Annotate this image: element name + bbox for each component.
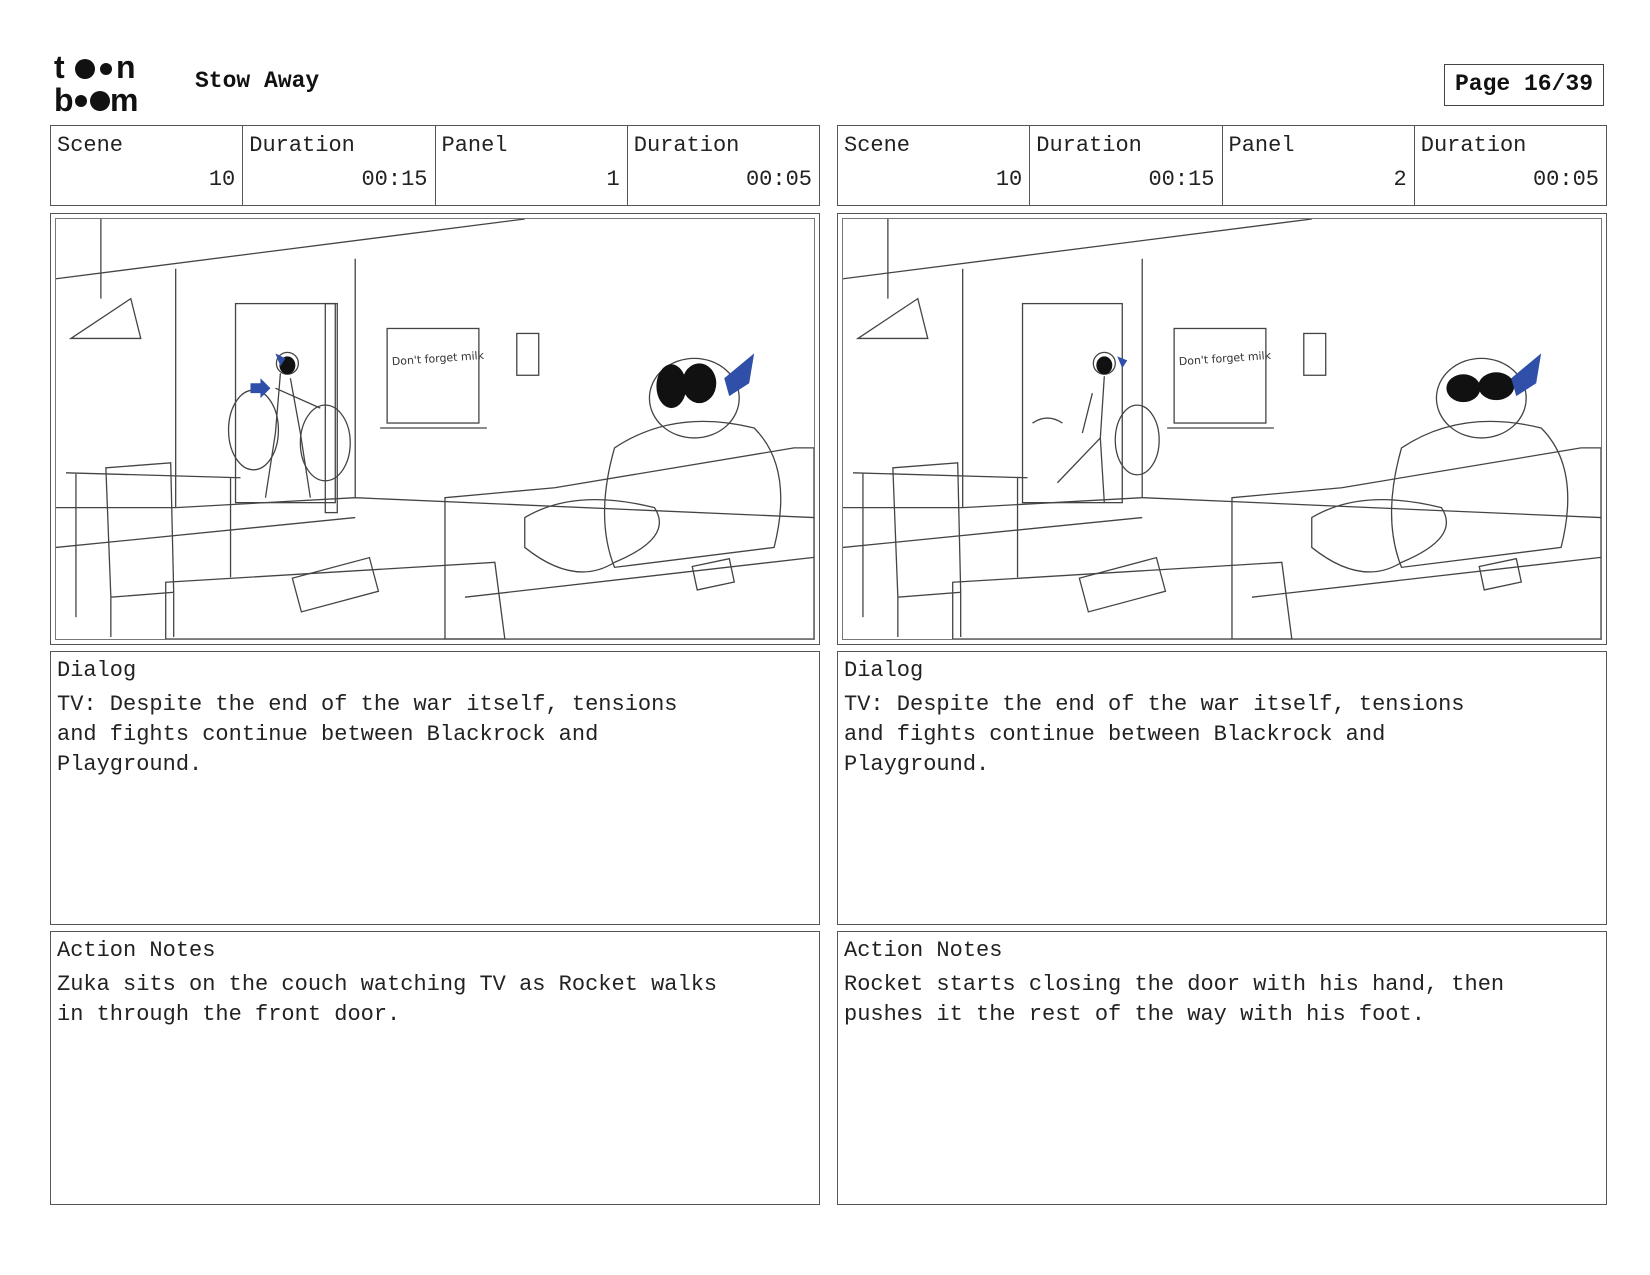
scene-value: 10 [208, 167, 236, 192]
scene-duration-value: 00:15 [1148, 167, 1215, 192]
panel-value: 1 [606, 167, 620, 192]
panel-meta [837, 125, 1607, 206]
scene-cell [51, 126, 242, 205]
panel-cell [435, 126, 627, 205]
storyboard-panel-2 [837, 125, 1607, 1205]
panel-duration-label: Duration [633, 133, 740, 158]
whiteboard-text: Don't forget milk [391, 348, 485, 369]
scene-label: Scene [57, 133, 124, 158]
svg-text:b: b [54, 82, 74, 115]
storyboard-panel-1 [50, 125, 820, 1205]
panel-duration-label: Duration [1420, 133, 1527, 158]
action-notes-box [50, 931, 820, 1205]
scene-duration-label: Duration [249, 133, 355, 158]
scene-value: 10 [995, 167, 1023, 192]
scene-duration-label: Duration [1036, 133, 1142, 158]
svg-text:m: m [110, 82, 139, 115]
panel-duration-value: 00:05 [1532, 167, 1599, 192]
dialog-text: TV: Despite the end of the war itself, tensions and fights continue between Blackrock and Playground. [57, 692, 678, 777]
scene-label: Scene [844, 133, 911, 158]
action-notes-heading: Action Notes [57, 938, 216, 963]
dialog-box [50, 651, 820, 925]
panel-value: 2 [1393, 167, 1407, 192]
svg-text:t: t [54, 53, 65, 85]
panel-cell [1222, 126, 1414, 205]
action-notes-heading: Action Notes [844, 938, 1003, 963]
action-notes-text: Zuka sits on the couch watching TV as Rocket walks in through the front door. [57, 972, 718, 1027]
panel-meta [50, 125, 820, 206]
panel-artwork [50, 213, 820, 645]
scene-duration-value: 00:15 [361, 167, 428, 192]
toonboom-logo [54, 53, 170, 115]
sketch-drawing [56, 219, 814, 639]
action-notes-box [837, 931, 1607, 1205]
panel-duration-value: 00:05 [745, 167, 812, 192]
project-title: Stow Away [195, 68, 320, 94]
dialog-box [837, 651, 1607, 925]
dialog-text: TV: Despite the end of the war itself, tensions and fights continue between Blackrock and Playground. [844, 692, 1465, 777]
scene-cell [838, 126, 1029, 205]
panel-artwork [837, 213, 1607, 645]
dialog-heading: Dialog [57, 658, 137, 683]
panel-duration-cell [627, 126, 819, 205]
panel-label: Panel [441, 133, 508, 158]
dialog-heading: Dialog [844, 658, 924, 683]
panel-duration-cell [1414, 126, 1606, 205]
scene-duration-cell [1029, 126, 1221, 205]
scene-duration-cell [242, 126, 434, 205]
panel-label: Panel [1228, 133, 1295, 158]
sketch-drawing [843, 219, 1601, 639]
action-notes-text: Rocket starts closing the door with his hand, then pushes it the rest of the way with his foot. [844, 972, 1505, 1027]
svg-text:n: n [116, 53, 136, 85]
page-number: Page 16/39 [1444, 64, 1604, 106]
whiteboard-text: Don't forget milk [1178, 348, 1272, 369]
